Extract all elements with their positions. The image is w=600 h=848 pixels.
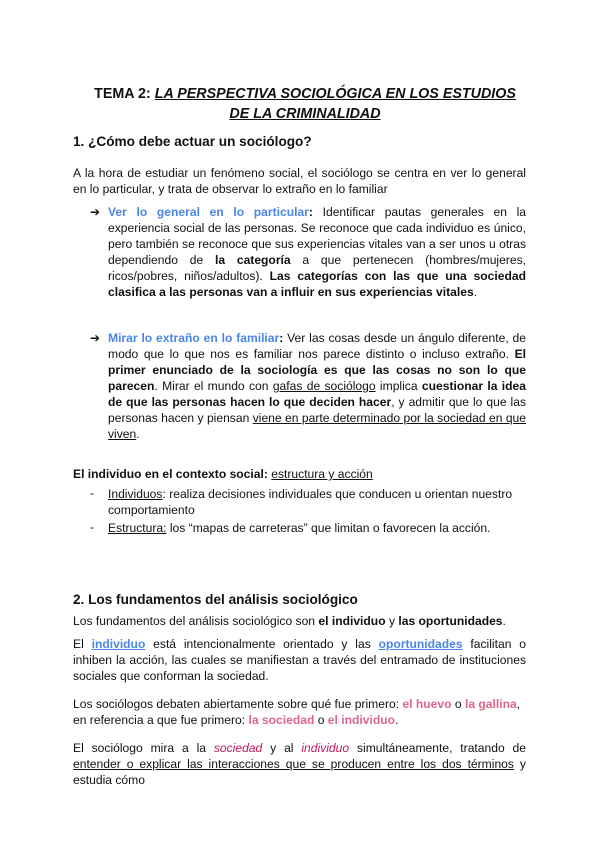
s2-p1-bold-2: las oportunidades — [398, 614, 503, 628]
arrow-bullet-icon: ➔ — [90, 331, 101, 345]
s2-p2-text-3: facilitan o inhiben la acción, las cuales se manifiestan a través del entramado de instituciones sociales que conforman la sociedad. — [73, 637, 526, 683]
s2-p2-individuo: individuo — [91, 637, 146, 651]
bullet-2-text-3: implica — [375, 379, 422, 393]
estructura-label: Estructura: — [108, 521, 167, 535]
document-title — [75, 84, 535, 124]
bullet-2-underline-2: viene en parte determinado por la sociedad en que viven — [108, 411, 526, 441]
bullet-2-text-1: Ver las cosas desde un ángulo diferente, de modo que lo que nos es familiar nos parece distinto o incluso extraño. — [108, 331, 527, 361]
s2-p4-text-1: El sociólogo mira a la — [73, 741, 214, 755]
individuos-label: Individuos — [108, 487, 163, 501]
bullet-2-colon: : — [279, 331, 284, 345]
s2-p2-text-1: El — [73, 637, 92, 651]
bullet-1-head: Ver lo general en lo particular — [108, 205, 309, 219]
individuos-text: : realiza decisiones individuales que conducen u orientan nuestro comportamiento — [108, 487, 513, 517]
s2-p3-individuo: el individuo — [327, 713, 395, 727]
bullet-1-text-1: Identificar pautas generales en la experiencia social de las personas. Se reconoce que cada individuo es único, pero también se reconoce que sus experiencias vitales van a ser unos u otras dependiendo de — [108, 205, 526, 267]
s2-p2-oportunidades: oportunidades — [378, 637, 463, 651]
section-2-para-2 — [73, 636, 526, 684]
context-bold: El individuo en el contexto social: — [73, 467, 268, 481]
bullet-individuos — [108, 486, 526, 518]
bullet-1-text-3: . — [473, 285, 478, 299]
bullet-extrano-familiar — [108, 330, 526, 442]
s2-p4-individuo: individuo — [301, 741, 350, 755]
section-2-para-4 — [73, 740, 526, 788]
bullet-1-bold-1: la categoría — [214, 253, 291, 267]
s2-p1-text-2: y — [385, 614, 399, 628]
title-line1: LA PERSPECTIVA SOCIOLÓGICA EN LOS ESTUDIOS — [154, 86, 516, 102]
s2-p2-text-2: está intencionalmente orientado y las — [145, 637, 379, 651]
arrow-bullet-icon: ➔ — [90, 205, 101, 219]
s2-p1-text-3: . — [502, 614, 506, 628]
dash-bullet: - — [90, 520, 95, 534]
bullet-1-bold-2: Las categorías con las que una sociedad clasifica a las personas van a influir en sus experiencias vitales — [108, 269, 526, 299]
bullet-2-text-2: . Mirar el mundo con — [154, 379, 273, 393]
bullet-2-bold-2: cuestionar la idea de que las personas hacen lo que deciden hacer — [108, 379, 527, 409]
section-1-intro: A la hora de estudiar un fenómeno social, el sociólogo se centra en ver lo general en lo particular, y trata de observar lo extraño en lo familiar — [73, 166, 526, 196]
bullet-2-text-5: . — [136, 427, 140, 441]
s2-p4-underline: entender o explicar las interacciones que se producen entre los dos términos — [73, 757, 514, 771]
s2-p3-text-2: o — [451, 697, 465, 711]
dash-bullet: - — [90, 486, 95, 500]
section-1-heading: 1. ¿Cómo debe actuar un sociólogo? — [73, 134, 312, 149]
s2-p3-text-1: Los sociólogos debaten abiertamente sobre qué fue primero: — [73, 697, 403, 711]
s2-p4-text-3: simultáneamente, tratando de — [349, 741, 527, 755]
bullet-2-bold-1: El primer enunciado de la sociología es que las cosas no son lo que parecen — [108, 347, 526, 393]
s2-p4-text-4: y estudia cómo — [73, 757, 526, 787]
bullet-2-underline-1: gafas de sociólogo — [272, 379, 376, 393]
s2-p3-gallina: la gallina — [464, 697, 517, 711]
bullet-general-particular — [108, 204, 526, 300]
context-underline: estructura y acción — [271, 467, 373, 481]
bullet-estructura — [108, 520, 526, 536]
s2-p1-text-1: Los fundamentos del análisis sociológico son — [73, 614, 319, 628]
bullet-2-head: Mirar lo extraño en lo familiar — [108, 331, 280, 345]
context-heading — [73, 466, 526, 482]
s2-p4-sociedad: sociedad — [213, 741, 263, 755]
s2-p3-sociedad: la sociedad — [248, 713, 315, 727]
section-2-para-1 — [73, 613, 526, 629]
section-2-para-3 — [73, 696, 526, 728]
estructura-text: los “mapas de carreteras” que limitan o favorecen la acción. — [166, 521, 491, 535]
s2-p3-text-3: , en referencia a que fue primero: — [73, 697, 521, 727]
bullet-1-colon: : — [308, 205, 313, 219]
title-line2: DE LA CRIMINALIDAD — [229, 106, 381, 122]
section-2-heading: 2. Los fundamentos del análisis sociológico — [73, 592, 358, 607]
s2-p1-bold-1: el individuo — [318, 614, 386, 628]
s2-p3-text-5: . — [395, 713, 399, 727]
bullet-1-text-2: a que pertenecen (hombres/mujeres, ricos/pobres, niños/adultos). — [108, 253, 526, 283]
s2-p3-huevo: el huevo — [402, 697, 452, 711]
title-prefix: TEMA 2: — [94, 86, 155, 102]
bullet-2-text-4: , y admitir que lo que las personas hacen y piensan — [108, 395, 526, 425]
s2-p3-text-4: o — [314, 713, 328, 727]
s2-p4-text-2: y al — [262, 741, 302, 755]
